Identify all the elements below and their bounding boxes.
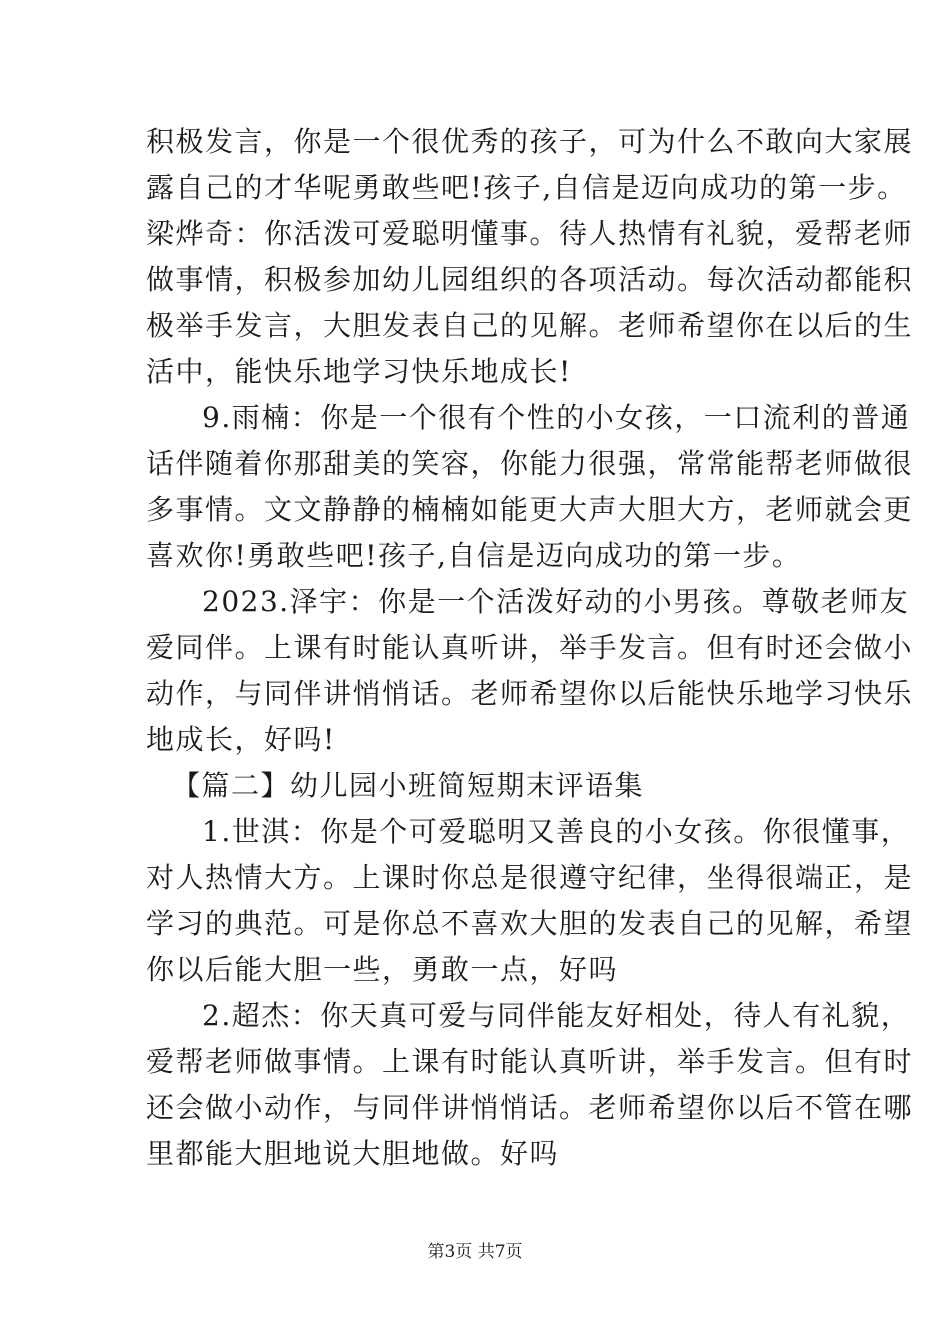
text-line: 里都能大胆地说大胆地做。好吗 (146, 1137, 560, 1170)
paragraph-start-line: 1.世淇：你是个可爱聪明又善良的小女孩。你很懂事， (202, 815, 911, 848)
text-line: 梁烨奇：你活泼可爱聪明懂事。待人热情有礼貌，爱帮老师 (146, 217, 914, 250)
section-heading: 【篇二】幼儿园小班简短期末评语集 (172, 769, 645, 802)
text-line: 活中，能快乐地学习快乐地成长! (146, 355, 572, 388)
text-line: 露自己的才华呢勇敢些吧!孩子,自信是迈向成功的第一步。 (146, 171, 907, 204)
text-line: 地成长，好吗! (146, 723, 336, 756)
text-line: 动作，与同伴讲悄悄话。老师希望你以后能快乐地学习快乐 (146, 677, 914, 710)
text-line: 极举手发言，大胆发表自己的见解。老师希望你在以后的生 (146, 309, 914, 342)
text-line: 积极发言，你是一个很优秀的孩子，可为什么不敢向大家展 (146, 125, 914, 158)
text-line: 话伴随着你那甜美的笑容，你能力很强，常常能帮老师做很 (146, 447, 914, 480)
text-line: 喜欢你!勇敢些吧!孩子,自信是迈向成功的第一步。 (146, 539, 802, 572)
text-line: 还会做小动作，与同伴讲悄悄话。老师希望你以后不管在哪 (146, 1091, 914, 1124)
paragraph-start-line: 9.雨楠：你是一个很有个性的小女孩，一口流利的普通 (202, 401, 911, 434)
text-line: 学习的典范。可是你总不喜欢大胆的发表自己的见解，希望 (146, 907, 914, 940)
text-line: 对人热情大方。上课时你总是很遵守纪律，坐得很端正，是 (146, 861, 914, 894)
text-line: 做事情，积极参加幼儿园组织的各项活动。每次活动都能积 (146, 263, 914, 296)
text-line: 爱同伴。上课有时能认真听讲，举手发言。但有时还会做小 (146, 631, 914, 664)
text-line: 多事情。文文静静的楠楠如能更大声大胆大方，老师就会更 (146, 493, 914, 526)
paragraph-start-line: 2.超杰：你天真可爱与同伴能友好相处，待人有礼貌， (202, 999, 911, 1032)
text-line: 你以后能大胆一些，勇敢一点，好吗 (146, 953, 619, 986)
paragraph-start-line: 2023.泽宇：你是一个活泼好动的小男孩。尊敬老师友 (202, 585, 910, 618)
text-line: 爱帮老师做事情。上课有时能认真听讲，举手发言。但有时 (146, 1045, 914, 1078)
page-number-footer: 第3页 共7页 (427, 1242, 523, 1262)
